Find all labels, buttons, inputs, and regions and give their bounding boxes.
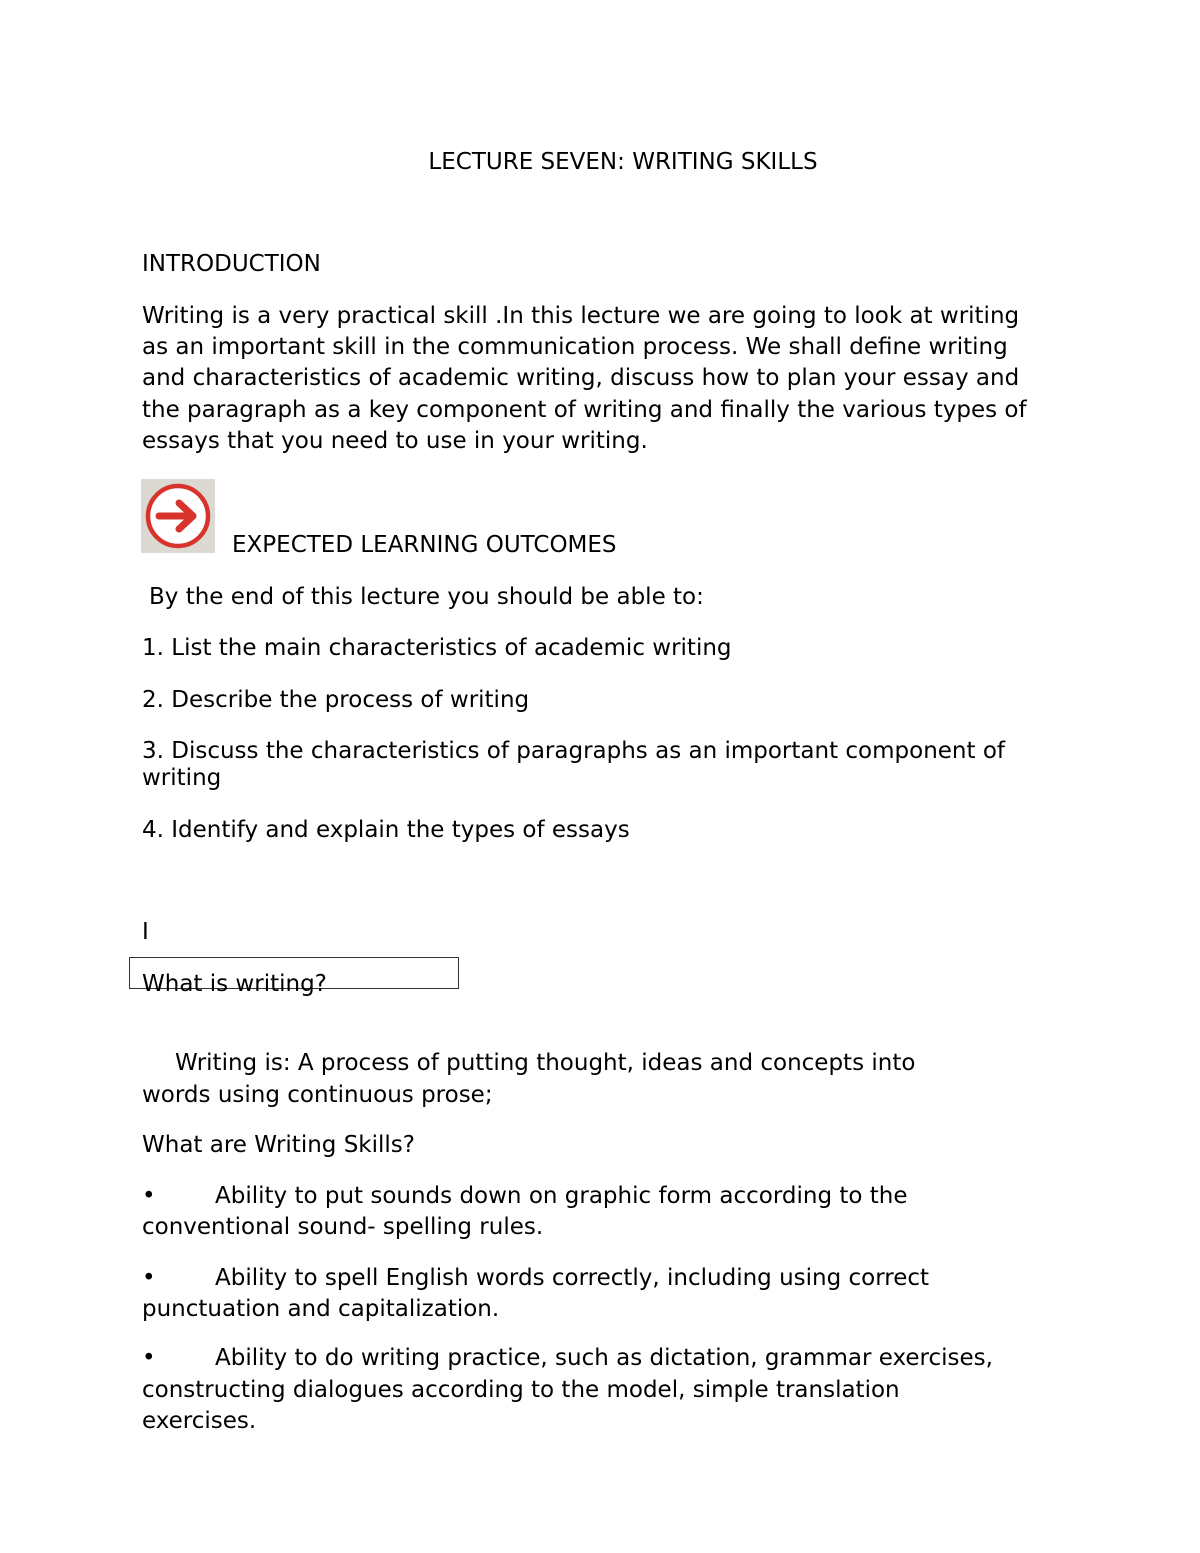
outcomes-lead: By the end of this lecture you should be able to:	[149, 584, 704, 610]
bullet-symbol: •	[142, 1345, 156, 1371]
right-arrow-circle-icon	[141, 479, 215, 553]
intro-line: as an important skill in the communication process. We shall define writing	[142, 334, 1008, 360]
bullet-line: constructing dialogues according to the model, simple translation	[142, 1377, 900, 1403]
definition-line: Writing is: A process of putting thought, ideas and concepts into	[175, 1050, 916, 1076]
skills-heading: What are Writing Skills?	[142, 1132, 415, 1158]
outcomes-heading: EXPECTED LEARNING OUTCOMES	[232, 532, 617, 558]
list-item: 2. Describe the process of writing	[142, 687, 530, 713]
bullet-symbol: •	[142, 1265, 156, 1291]
bullet-line: exercises.	[142, 1408, 257, 1434]
section-heading: What is writing?	[142, 971, 327, 997]
page-title: LECTURE SEVEN: WRITING SKILLS	[428, 149, 818, 175]
intro-line: and characteristics of academic writing, discuss how to plan your essay and	[142, 365, 1020, 391]
bullet-line: Ability to spell English words correctly, including using correct	[215, 1265, 930, 1291]
list-item: 4. Identify and explain the types of essays	[142, 817, 630, 843]
intro-line: the paragraph as a key component of writing and finally the various types of	[142, 397, 1027, 423]
bullet-line: conventional sound- spelling rules.	[142, 1214, 544, 1240]
bullet-line: Ability to put sounds down on graphic form according to the	[215, 1183, 908, 1209]
intro-line: essays that you need to use in your writing.	[142, 428, 648, 454]
list-item-continuation: writing	[142, 765, 222, 791]
bullet-line: punctuation and capitalization.	[142, 1296, 500, 1322]
definition-line: words using continuous prose;	[142, 1082, 493, 1108]
bullet-symbol: •	[142, 1183, 156, 1209]
intro-line: Writing is a very practical skill .In this lecture we are going to look at writing	[142, 303, 1020, 329]
bullet-line: Ability to do writing practice, such as dictation, grammar exercises,	[215, 1345, 993, 1371]
introduction-heading: INTRODUCTION	[142, 251, 321, 277]
list-item: 3. Discuss the characteristics of paragraphs as an important component of	[142, 738, 1006, 764]
section-marker: I	[142, 919, 149, 945]
list-item: 1. List the main characteristics of academic writing	[142, 635, 732, 661]
